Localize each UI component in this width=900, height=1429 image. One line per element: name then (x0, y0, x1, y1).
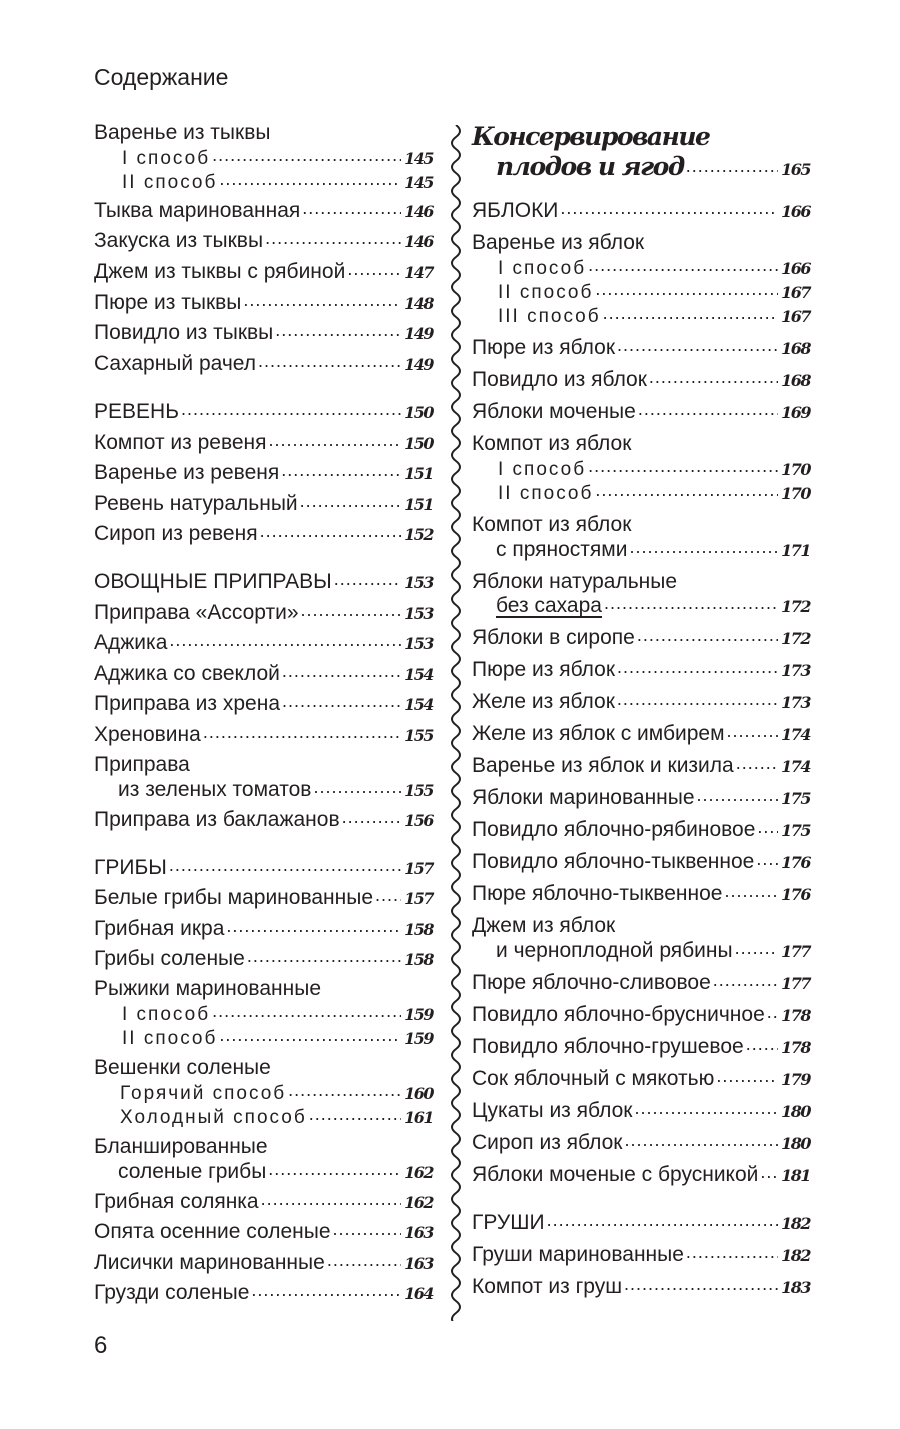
page-ref: 175 (781, 789, 810, 808)
toc-entry-title: Яблоки моченые (472, 400, 636, 423)
toc-entry-title: Лисички маринованные (94, 1251, 325, 1274)
toc-entry-title: I способ (498, 459, 587, 480)
toc-entry-title: Пюре из тыквы (94, 291, 242, 314)
dot-leader (588, 457, 778, 475)
page-ref: 178 (781, 1006, 810, 1025)
page-ref: 149 (404, 355, 433, 374)
toc-entry-title: ГРИБЫ (94, 856, 167, 879)
toc-entry[interactable] (496, 594, 810, 624)
page-ref: 151 (404, 495, 433, 514)
page-ref: 181 (781, 1166, 810, 1185)
toc-entry[interactable] (122, 170, 433, 200)
page-ref: 148 (404, 294, 433, 313)
dot-leader (282, 662, 401, 680)
toc-entry[interactable] (94, 1251, 433, 1281)
page-ref: 146 (404, 202, 433, 221)
dot-leader (595, 481, 778, 499)
toc-entry-title: Грибная солянка (94, 1190, 259, 1213)
toc-entry[interactable] (472, 1003, 810, 1033)
toc-entry-title: Пюре яблочно-тыквенное (472, 882, 723, 905)
toc-entry-title: Компот из груш (472, 1275, 623, 1298)
dot-leader (275, 321, 401, 339)
page-ref: 152 (404, 525, 433, 544)
page-ref: 166 (781, 202, 810, 221)
toc-group-heading: Бланшированные (94, 1135, 268, 1158)
toc-entry[interactable] (472, 690, 810, 720)
toc-entry-title: Белые грибы маринованные (94, 886, 374, 909)
toc-group-heading: Яблоки натуральные (472, 570, 678, 593)
toc-entry-title: с пряностями (496, 538, 628, 561)
toc-entry[interactable] (94, 492, 433, 522)
toc-entry-title: Варенье из ревеня (94, 461, 280, 484)
dot-leader (302, 199, 401, 217)
toc-entry-title: Грибная икра (94, 917, 225, 940)
dot-leader (269, 431, 401, 449)
toc-entry[interactable] (498, 304, 810, 334)
toc-entry[interactable] (94, 1281, 433, 1311)
toc-entry-title: из зеленых томатов (118, 778, 312, 801)
page-ref: 168 (781, 371, 810, 390)
page-ref: 156 (404, 811, 433, 830)
toc-entry[interactable] (472, 1275, 810, 1305)
dot-leader (261, 1190, 401, 1208)
section-title-line1: Консервирование (472, 122, 710, 151)
toc-entry-title: Повидло яблочно-брусничное (472, 1003, 765, 1026)
page-number: 6 (94, 1332, 108, 1359)
dot-leader (327, 1251, 401, 1269)
toc-entry-title: I способ (498, 258, 587, 279)
wavy-divider (444, 125, 468, 1321)
page-ref: 154 (404, 665, 433, 684)
page-ref: 151 (404, 464, 433, 483)
toc-entry-title: Желе из яблок с имбирем (472, 722, 725, 745)
page-ref: 155 (404, 726, 433, 745)
toc-entry[interactable] (94, 260, 433, 290)
dot-leader (342, 808, 401, 826)
dot-leader (203, 723, 401, 741)
toc-entry-title: II способ (122, 1028, 218, 1049)
dot-leader (757, 818, 778, 836)
dot-leader (313, 778, 401, 796)
toc-entry-title: Аджика со свеклой (94, 662, 280, 685)
toc-entry[interactable] (472, 1211, 810, 1241)
page-ref: 176 (781, 853, 810, 872)
dot-leader (265, 229, 401, 247)
page-header: Содержание (94, 64, 229, 90)
page-ref: 162 (404, 1163, 433, 1182)
dot-leader (547, 1211, 778, 1229)
page-ref: 162 (404, 1193, 433, 1212)
page-ref: 157 (404, 889, 433, 908)
toc-entry-title: Сироп из ревеня (94, 522, 258, 545)
dot-leader (637, 626, 778, 644)
toc-entry[interactable] (472, 882, 810, 912)
page-ref: 163 (404, 1254, 433, 1273)
dot-leader (686, 1243, 778, 1261)
toc-entry-title: II способ (498, 282, 594, 303)
dot-leader (760, 1163, 778, 1181)
toc-entry[interactable] (472, 971, 810, 1001)
dot-leader (735, 939, 778, 957)
toc-entry[interactable] (122, 1026, 433, 1056)
page-ref: 183 (781, 1278, 810, 1297)
dot-leader (169, 631, 401, 649)
toc-entry-title: и черноплодной рябины (496, 939, 733, 962)
page-ref: 173 (781, 661, 810, 680)
dot-leader (617, 690, 778, 708)
dot-leader (251, 1281, 401, 1299)
toc-entry-title: ЯБЛОКИ (472, 199, 559, 222)
dot-leader (334, 570, 401, 588)
toc-entry-title: III способ (498, 306, 601, 327)
toc-entry[interactable] (496, 538, 810, 568)
toc-entry[interactable] (94, 199, 433, 229)
page-ref: 175 (781, 821, 810, 840)
toc-entry[interactable] (94, 400, 433, 430)
page-ref: 146 (404, 232, 433, 251)
toc-entry[interactable] (94, 601, 433, 631)
toc-entry-title: Варенье из яблок и кизила (472, 754, 734, 777)
dot-leader (347, 260, 401, 278)
page-ref: 145 (404, 173, 433, 192)
dot-leader (595, 280, 778, 298)
dot-leader (588, 256, 778, 274)
toc-entry-title: РЕВЕНЬ (94, 400, 179, 423)
toc-entry[interactable] (472, 626, 810, 656)
toc-entry[interactable] (94, 856, 433, 886)
toc-entry[interactable] (94, 352, 433, 382)
toc-group-heading: Вешенки соленые (94, 1056, 271, 1079)
toc-entry-title: Повидло из яблок (472, 368, 647, 391)
dot-leader (686, 157, 778, 175)
page-ref: 149 (404, 324, 433, 343)
toc-entry-title: Тыква маринованная (94, 199, 301, 222)
dot-leader (247, 947, 401, 965)
toc-entry[interactable] (472, 1067, 810, 1097)
toc-entry[interactable] (472, 754, 810, 784)
dot-leader (260, 522, 401, 540)
toc-entry-title: I способ (122, 1004, 211, 1025)
dot-leader (624, 1275, 778, 1293)
dot-leader (617, 336, 778, 354)
toc-entry-title: соленые грибы (118, 1160, 267, 1183)
toc-entry-title: Повидло яблочно-грушевое (472, 1035, 744, 1058)
toc-group-heading: Варенье из яблок (472, 231, 645, 254)
dot-leader (624, 1131, 778, 1149)
dot-leader (301, 601, 401, 619)
toc-entry[interactable] (472, 658, 810, 688)
toc-entry[interactable] (94, 431, 433, 461)
toc-entry-title: Повидло яблочно-рябиновое (472, 818, 756, 841)
dot-leader (258, 352, 401, 370)
toc-entry[interactable] (496, 939, 810, 969)
toc-entry-title: Ревень натуральный (94, 492, 298, 515)
dot-leader (309, 1105, 401, 1123)
toc-entry-title: Аджика (94, 631, 168, 654)
toc-entry-title: Грибы соленые (94, 947, 245, 970)
toc-entry-title: Цукаты из яблок (472, 1099, 633, 1122)
page-ref: 176 (781, 885, 810, 904)
page-ref: 171 (781, 541, 810, 560)
toc-entry[interactable] (472, 850, 810, 880)
page-ref: 170 (781, 484, 810, 503)
dot-leader (212, 1002, 401, 1020)
page-ref: 155 (404, 781, 433, 800)
toc-entry-title: Сок яблочный с мякотью (472, 1067, 715, 1090)
dot-leader (300, 492, 401, 510)
page-ref: 182 (781, 1246, 810, 1265)
toc-entry-title: Приправа из баклажанов (94, 808, 340, 831)
toc-group-heading: Джем из яблок (472, 914, 616, 937)
toc-entry[interactable] (472, 1035, 810, 1065)
page-ref: 150 (404, 434, 433, 453)
toc-entry-title: Пюре из яблок (472, 336, 616, 359)
toc-entry[interactable] (472, 1099, 810, 1129)
page-ref: 153 (404, 604, 433, 623)
toc-entry[interactable] (94, 631, 433, 661)
toc-entry[interactable] (94, 886, 433, 916)
toc-entry-title: Повидло из тыквы (94, 321, 274, 344)
page-ref: 180 (781, 1134, 810, 1153)
toc-entry-title: Сироп из яблок (472, 1131, 623, 1154)
dot-leader (333, 1220, 401, 1238)
toc-entry-title: Приправа из хрена (94, 692, 280, 715)
page-ref: 168 (781, 339, 810, 358)
toc-group-heading: Компот из яблок (472, 513, 632, 536)
dot-leader (649, 368, 778, 386)
toc-entry-title: Приправа «Ассорти» (94, 601, 299, 624)
page-ref: 170 (781, 460, 810, 479)
page-ref: 177 (781, 942, 810, 961)
toc-entry-title: Джем из тыквы с рябиной (94, 260, 346, 283)
dot-leader (697, 786, 778, 804)
toc-entry-title: II способ (122, 172, 218, 193)
toc-entry-title: Пюре яблочно-сливовое (472, 971, 711, 994)
dot-leader (219, 1026, 401, 1044)
dot-leader (629, 538, 778, 556)
page-ref: 158 (404, 920, 433, 939)
toc-entry[interactable] (472, 1243, 810, 1273)
toc-entry-title: Холодный способ (120, 1107, 307, 1128)
toc-entry[interactable] (94, 1190, 433, 1220)
dot-leader (736, 754, 778, 772)
toc-entry[interactable] (472, 818, 810, 848)
page-ref: 174 (781, 757, 810, 776)
dot-leader (603, 304, 778, 322)
page-ref: 167 (781, 307, 810, 326)
page-ref: 177 (781, 974, 810, 993)
toc-group-heading: Рыжики маринованные (94, 977, 322, 1000)
toc-entry[interactable] (94, 461, 433, 491)
page-ref: 165 (781, 160, 810, 179)
toc-entry-title: Закуска из тыквы (94, 229, 264, 252)
toc-entry[interactable] (94, 808, 433, 838)
dot-leader (181, 400, 401, 418)
page-ref: 161 (404, 1108, 433, 1127)
page-ref: 166 (781, 259, 810, 278)
dot-leader (375, 886, 401, 904)
toc-entry[interactable] (94, 570, 433, 600)
dot-leader (560, 199, 778, 217)
page-ref: 150 (404, 403, 433, 422)
toc-group-heading: Варенье из тыквы (94, 121, 271, 144)
toc-entry-title: ОВОЩНЫЕ ПРИПРАВЫ (94, 570, 332, 593)
page-ref: 164 (404, 1284, 433, 1303)
toc-entry[interactable] (472, 368, 810, 398)
page-ref: 159 (404, 1005, 433, 1024)
dot-leader (767, 1003, 778, 1021)
toc-entry-title: II способ (498, 483, 594, 504)
dot-leader (746, 1035, 778, 1053)
dot-leader (634, 1099, 778, 1117)
page-ref: 158 (404, 950, 433, 969)
page-ref: 179 (781, 1070, 810, 1089)
dot-leader (169, 856, 401, 874)
toc-entry[interactable] (472, 1163, 810, 1193)
toc-entry[interactable] (94, 1220, 433, 1250)
dot-leader (617, 658, 778, 676)
toc-entry-title: Желе из яблок (472, 690, 615, 713)
section-title-entry[interactable] (496, 152, 810, 182)
dot-leader (212, 146, 401, 164)
toc-entry[interactable] (472, 1131, 810, 1161)
page-ref: 172 (781, 629, 810, 648)
toc-entry-title: Яблоки маринованные (472, 786, 695, 809)
page-ref: 167 (781, 283, 810, 302)
toc-entry[interactable] (94, 917, 433, 947)
toc-entry[interactable] (472, 722, 810, 752)
page-ref: 153 (404, 573, 433, 592)
page-ref: 174 (781, 725, 810, 744)
dot-leader (288, 1081, 401, 1099)
section-title-line2: плодов и ягод (496, 152, 684, 181)
page-ref: 160 (404, 1084, 433, 1103)
toc-entry-title: Грузди соленые (94, 1281, 250, 1304)
toc-entry[interactable] (94, 662, 433, 692)
dot-leader (268, 1160, 401, 1178)
page-ref: 178 (781, 1038, 810, 1057)
toc-entry[interactable] (94, 522, 433, 552)
page-ref: 157 (404, 859, 433, 878)
dot-leader (713, 971, 778, 989)
toc-entry-title: Яблоки моченые с брусникой (472, 1163, 759, 1186)
toc-entry[interactable] (94, 229, 433, 259)
toc-group-heading: Приправа (94, 753, 190, 776)
toc-entry-title: Груши маринованные (472, 1243, 684, 1266)
toc-entry[interactable] (118, 778, 433, 808)
toc-entry-title: Опята осенние соленые (94, 1220, 331, 1243)
page-ref: 180 (781, 1102, 810, 1121)
toc-entry[interactable] (118, 1160, 433, 1190)
dot-leader (281, 461, 401, 479)
dot-leader (716, 1067, 778, 1085)
toc-entry[interactable] (472, 199, 810, 229)
toc-entry[interactable] (94, 321, 433, 351)
toc-entry[interactable] (472, 400, 810, 430)
toc-entry-title: Горячий способ (120, 1083, 287, 1104)
page-ref: 173 (781, 693, 810, 712)
page-ref: 182 (781, 1214, 810, 1233)
page-ref: 145 (404, 149, 433, 168)
toc-entry-title: I способ (122, 148, 211, 169)
dot-leader (638, 400, 778, 418)
toc-entry[interactable] (94, 692, 433, 722)
page-ref: 147 (404, 263, 433, 282)
toc-entry[interactable] (472, 336, 810, 366)
toc-entry-title: Компот из ревеня (94, 431, 267, 454)
toc-group-heading: Компот из яблок (472, 432, 632, 455)
dot-leader (727, 722, 778, 740)
toc-entry[interactable] (120, 1105, 433, 1135)
toc-entry[interactable] (94, 723, 433, 753)
toc-entry[interactable] (94, 947, 433, 977)
toc-entry-title: ГРУШИ (472, 1211, 545, 1234)
toc-entry-title: без сахара (496, 594, 602, 617)
page-ref: 172 (781, 597, 810, 616)
dot-leader (724, 882, 778, 900)
toc-entry-title: Сахарный рачел (94, 352, 257, 375)
page-ref: 169 (781, 403, 810, 422)
dot-leader (604, 594, 778, 612)
page-ref: 154 (404, 695, 433, 714)
toc-entry[interactable] (498, 481, 810, 511)
dot-leader (282, 692, 401, 710)
toc-entry[interactable] (472, 786, 810, 816)
dot-leader (226, 917, 401, 935)
toc-entry-title: Повидло яблочно-тыквенное (472, 850, 755, 873)
dot-leader (243, 291, 401, 309)
dot-leader (219, 170, 401, 188)
dot-leader (756, 850, 778, 868)
toc-entry[interactable] (94, 291, 433, 321)
toc-entry-title: Яблоки в сиропе (472, 626, 635, 649)
page-ref: 153 (404, 634, 433, 653)
toc-entry-title: Хреновина (94, 723, 201, 746)
page-ref: 159 (404, 1029, 433, 1048)
toc-entry-title: Пюре из яблок (472, 658, 616, 681)
page-ref: 163 (404, 1223, 433, 1242)
